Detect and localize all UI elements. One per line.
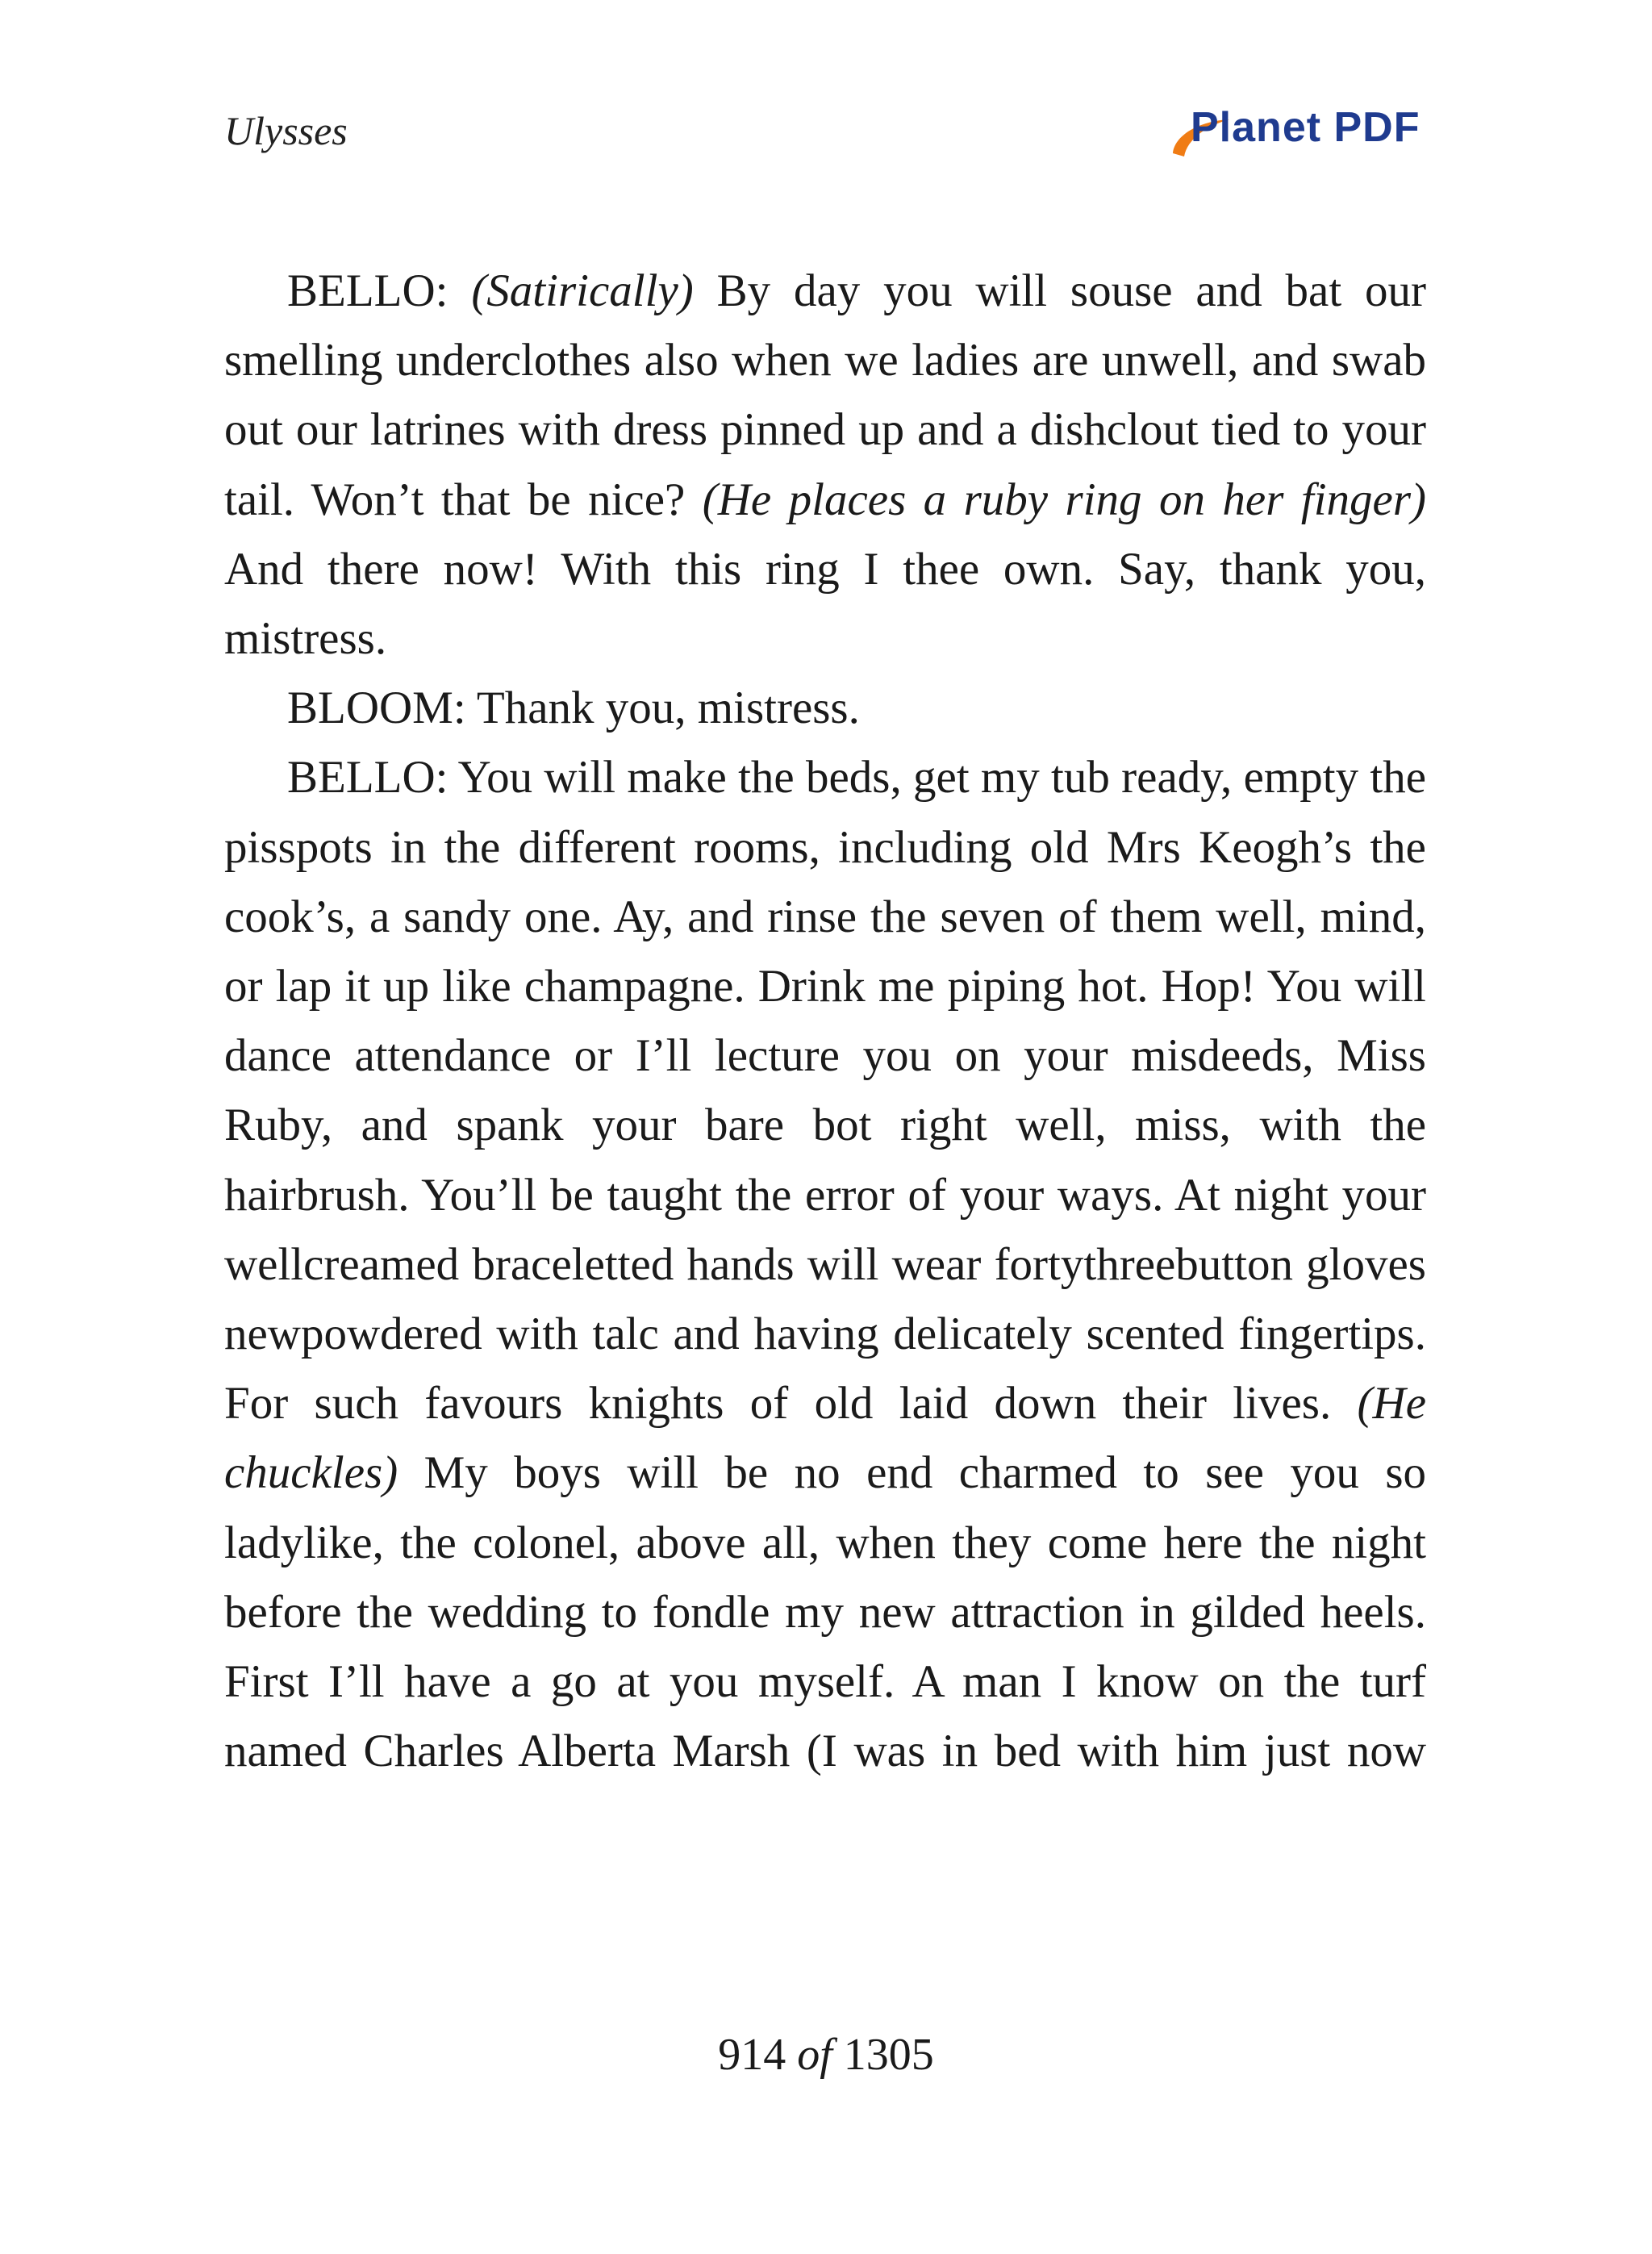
page-number — [0, 2029, 1652, 2081]
text-segment: By day you will souse and bat our smelling underclothes also when we ladies are unwell, and swab out our latrines with dress pinned up and a dishclout tied to your tail. Won’t that be nice? — [224, 265, 1427, 525]
text-segment: My boys will be no end charmed to see you so ladylike, the colonel, above all, when they come here the night before the wedding to fondle my new attraction in gilded heels. First I’ll have a go at you myself. A man I know on the turf named Charles Alberta Marsh (I was in bed with him just now — [224, 1447, 1426, 1777]
stage-direction: (He chuckles) — [224, 1378, 1426, 1499]
page-total: 1305 — [843, 2030, 934, 2080]
page-current: 914 — [718, 2030, 786, 2080]
paragraph — [224, 257, 1426, 674]
text-segment: And there now! With this ring I thee own. Say, thank you, mistress. — [224, 543, 1426, 665]
text-segment: Thank you, mistress. — [465, 682, 860, 734]
text-segment: You will make the beds, get my tub ready, empty the pisspots in the different rooms, including old Mrs Keogh’s the cook’s, a sandy one. Ay, and rinse the seven of them well, mind, or lap it up like champagne. Drink me piping hot. Hop! You will dance attendance or I’ll lecture you on your misdeeds, Miss Ruby, and spank your bare bot right well, miss, with the hairbrush. You’ll be taught the error of your ways. At night your wellcreamed braceletted hands will wear fortythreebutton gloves newpowdered with talc and having delicately scented fingertips. For such favours knights of old laid down their lives. — [224, 752, 1426, 1430]
speaker-name: BLOOM: — [287, 682, 466, 734]
page-of-label: of — [797, 2030, 832, 2080]
speaker-name: BELLO: — [287, 752, 448, 804]
running-title: Ulysses — [224, 108, 348, 153]
speaker-name: BELLO: — [287, 265, 448, 316]
paragraph — [224, 674, 1426, 743]
paragraph — [224, 743, 1426, 1786]
planet-pdf-logo[interactable] — [1166, 103, 1433, 168]
stage-direction: (Satirically) — [471, 265, 694, 316]
text-segment — [448, 265, 471, 316]
page-body — [224, 257, 1426, 1786]
logo-text: Planet PDF — [1191, 104, 1420, 151]
stage-direction: (He places a ruby ring on her finger) — [702, 474, 1426, 525]
